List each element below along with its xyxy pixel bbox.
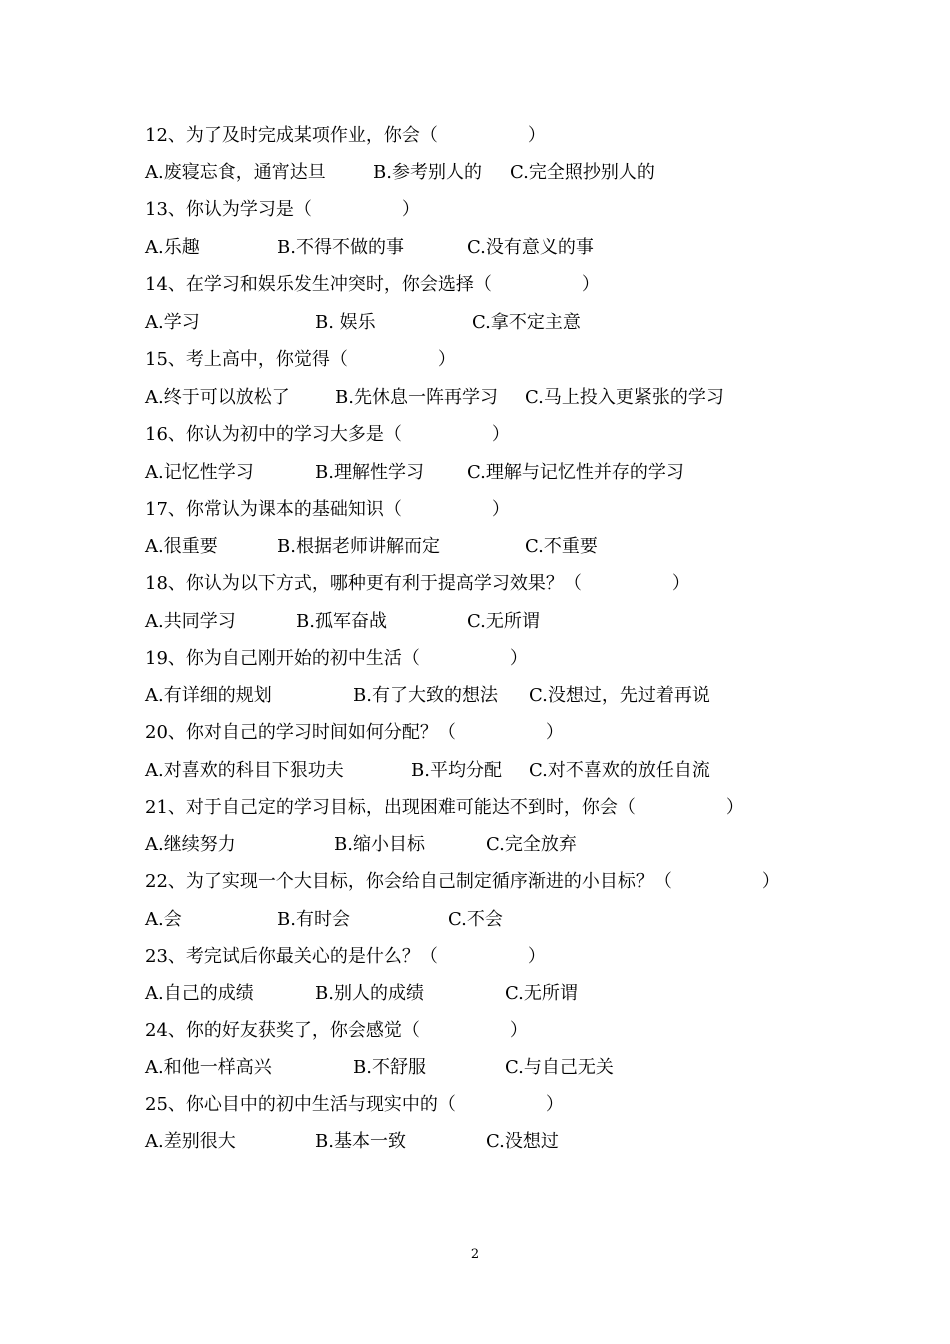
option-c: C.拿不定主意	[472, 312, 581, 333]
question-22: 22、为了实现一个大目标，你会给自己制定循序渐进的小目标？（ ）	[145, 871, 780, 892]
page-number: 2	[470, 1247, 480, 1262]
question-20: 20、你对自己的学习时间如何分配？（ ）	[145, 722, 564, 743]
question-24: 24、你的好友获奖了，你会感觉（ ）	[145, 1020, 528, 1041]
option-c: C.完全放弃	[486, 834, 577, 855]
option-c: C.没想过，先过着再说	[529, 685, 710, 706]
option-a: A.有详细的规划	[145, 685, 272, 706]
option-b: B.别人的成绩	[315, 983, 424, 1004]
option-c: C.完全照抄别人的	[510, 162, 655, 183]
question-12: 12、为了及时完成某项作业，你会（ ）	[145, 125, 546, 146]
question-21: 21、对于自己定的学习目标，出现困难可能达不到时，你会（ ）	[145, 797, 744, 818]
option-a: A.对喜欢的科目下狠功夫	[145, 760, 344, 781]
option-b: B.基本一致	[315, 1131, 406, 1152]
option-c: C.马上投入更紧张的学习	[525, 387, 724, 408]
option-c: C.不会	[448, 909, 503, 930]
option-b: B.平均分配	[411, 760, 502, 781]
option-b: B. 娱乐	[315, 312, 376, 333]
question-16: 16、你认为初中的学习大多是（ ）	[145, 424, 510, 445]
option-b: B.缩小目标	[334, 834, 425, 855]
option-b: B.有了大致的想法	[353, 685, 498, 706]
option-a: A.乐趣	[145, 237, 200, 258]
question-23: 23、考完试后你最关心的是什么？（ ）	[145, 946, 546, 967]
option-b: B.理解性学习	[315, 462, 424, 483]
option-a: A.会	[145, 909, 182, 930]
option-a: A.废寝忘食，通宵达旦	[145, 162, 326, 183]
option-b: B.先休息一阵再学习	[335, 387, 498, 408]
option-c: C.理解与记忆性并存的学习	[467, 462, 684, 483]
question-13: 13、你认为学习是（ ）	[145, 199, 420, 220]
option-b: B.参考别人的	[373, 162, 482, 183]
question-14: 14、在学习和娱乐发生冲突时，你会选择（ ）	[145, 274, 600, 295]
option-a: A.共同学习	[145, 611, 236, 632]
option-c: C.无所谓	[505, 983, 578, 1004]
question-19: 19、你为自己刚开始的初中生活（ ）	[145, 648, 528, 669]
option-c: C.对不喜欢的放任自流	[529, 760, 710, 781]
option-c: C.不重要	[525, 536, 598, 557]
option-a: A.记忆性学习	[145, 462, 254, 483]
option-a: A.继续努力	[145, 834, 236, 855]
option-a: A.和他一样高兴	[145, 1057, 272, 1078]
question-15: 15、考上高中，你觉得（ ）	[145, 349, 456, 370]
option-a: A.自己的成绩	[145, 983, 254, 1004]
option-a: A.很重要	[145, 536, 218, 557]
question-17: 17、你常认为课本的基础知识（ ）	[145, 499, 510, 520]
option-c: C.与自己无关	[505, 1057, 614, 1078]
option-a: A.差别很大	[145, 1131, 236, 1152]
option-a: A.终于可以放松了	[145, 387, 290, 408]
option-b: B.有时会	[277, 909, 350, 930]
option-b: B.不得不做的事	[277, 237, 404, 258]
question-25: 25、你心目中的初中生活与现实中的（ ）	[145, 1094, 564, 1115]
option-c: C.无所谓	[467, 611, 540, 632]
option-b: B.不舒服	[353, 1057, 426, 1078]
option-c: C.没想过	[486, 1131, 559, 1152]
option-b: B.根据老师讲解而定	[277, 536, 440, 557]
option-b: B.孤军奋战	[296, 611, 387, 632]
option-c: C.没有意义的事	[467, 237, 594, 258]
option-a: A.学习	[145, 312, 200, 333]
question-18: 18、你认为以下方式，哪种更有利于提高学习效果？（ ）	[145, 573, 690, 594]
